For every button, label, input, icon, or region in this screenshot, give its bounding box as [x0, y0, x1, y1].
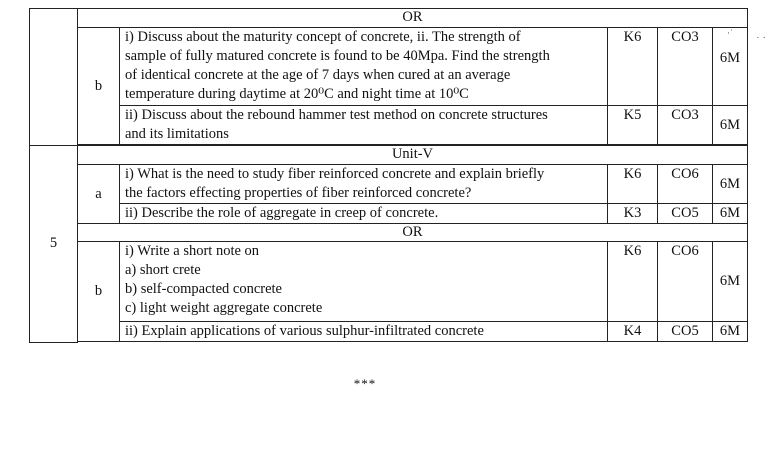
- margin-mark: · ·: [756, 32, 767, 44]
- question-text: ii) Explain applications of various sulphur-infiltrated concrete: [120, 322, 608, 342]
- knowledge-level: K6: [608, 242, 658, 322]
- marks: 6M: [713, 242, 748, 322]
- or-separator: OR: [78, 9, 748, 28]
- end-stars: ***: [353, 376, 377, 391]
- course-outcome: CO5: [658, 322, 713, 342]
- sub-question-label: a: [78, 165, 120, 224]
- question-text: i) Write a short note on a) short crete b) self-compacted concrete c) light weight aggregate concrete: [120, 242, 608, 322]
- marks: 6M: [713, 322, 748, 342]
- question-table: [29, 8, 748, 343]
- marks: 6M: [713, 106, 748, 145]
- marks: 6M: [719, 50, 741, 66]
- course-outcome: CO3: [658, 106, 713, 145]
- question-number: 5: [30, 146, 78, 343]
- question-text: i) What is the need to study fiber reinforced concrete and explain briefly the factors effecting properties of fiber reinforced concrete?: [120, 165, 608, 204]
- or-separator: OR: [78, 224, 748, 242]
- course-outcome: CO5: [658, 204, 713, 224]
- sub-question-label: b: [78, 28, 120, 145]
- knowledge-level: K3: [608, 204, 658, 224]
- marks: 6M: [713, 165, 748, 204]
- question-text: ii) Describe the role of aggregate in creep of concrete.: [120, 204, 608, 224]
- mark-note: ·˙: [727, 28, 733, 38]
- course-outcome: CO3: [658, 28, 713, 106]
- knowledge-level: K4: [608, 322, 658, 342]
- q4-number-cell: [30, 9, 78, 146]
- knowledge-level: K6: [608, 28, 658, 106]
- knowledge-level: K5: [608, 106, 658, 145]
- sub-question-label: b: [78, 242, 120, 342]
- course-outcome: CO6: [658, 165, 713, 204]
- marks: 6M: [713, 204, 748, 224]
- question-text: ii) Discuss about the rebound hammer test method on concrete structures and its limitations: [120, 106, 608, 145]
- question-text: i) Discuss about the maturity concept of concrete, ii. The strength of sample of fully matured concrete is found to be 40Mpa. Find the strength of identical concrete at the age of 7 days when cured at an average temperature during daytime at 20⁰C and night time at 10⁰C: [120, 28, 608, 106]
- unit-heading: Unit-V: [78, 146, 748, 165]
- course-outcome: CO6: [658, 242, 713, 322]
- marks-cell: [713, 28, 748, 106]
- knowledge-level: K6: [608, 165, 658, 204]
